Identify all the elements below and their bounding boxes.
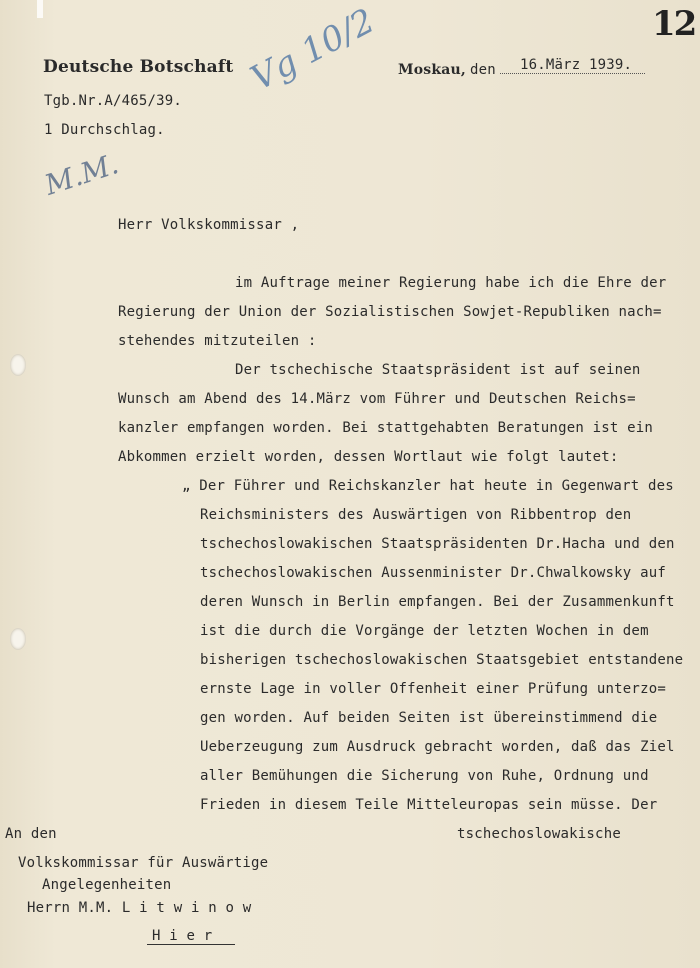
body-line: stehendes mitzuteilen : xyxy=(118,333,317,349)
place: Moskau, xyxy=(398,62,466,78)
catchword: tschechoslowakische xyxy=(457,826,621,842)
corner-mark xyxy=(37,0,43,18)
address-recipient: Herrn M.M. L i t w i n o w xyxy=(27,900,252,916)
body-line: Der tschechische Staatspräsident ist auf seinen xyxy=(235,362,641,378)
reference-number: Tgb.Nr.A/465/39. xyxy=(44,93,183,109)
quote-line: ist die durch die Vorgänge der letzten Wochen in dem xyxy=(200,623,649,639)
date-prefix: den xyxy=(470,62,496,78)
body-line: im Auftrage meiner Regierung habe ich die Ehre der xyxy=(235,275,667,291)
page-number: 12 xyxy=(652,4,696,44)
quote-line: aller Bemühungen die Sicherung von Ruhe, Ordnung und xyxy=(200,768,649,784)
quote-line: „ Der Führer und Reichskanzler hat heute in Gegenwart des xyxy=(182,478,674,494)
quote-line: Frieden in diesem Teile Mitteleuropas sein müsse. Der xyxy=(200,797,658,813)
quote-line: Reichsministers des Auswärtigen von Ribbentrop den xyxy=(200,507,632,523)
body-line: Regierung der Union der Sozialistischen Sowjet-Republiken nach= xyxy=(118,304,662,320)
quote-line: bisherigen tschechoslowakischen Staatsgebiet entstandene xyxy=(200,652,684,668)
quote-line: Ueberzeugung zum Ausdruck gebracht worden, daß das Ziel xyxy=(200,739,675,755)
embassy-heading: Deutsche Botschaft xyxy=(43,57,234,77)
quote-line: ernste Lage in voller Offenheit einer Prüfung unterzo= xyxy=(200,681,666,697)
handwritten-annotation: Vg 10/2 xyxy=(244,1,382,99)
handwritten-initials: M.M. xyxy=(40,147,123,202)
copy-note: 1 Durchschlag. xyxy=(44,122,165,138)
address-line: Angelegenheiten xyxy=(42,877,172,893)
quote-line: tschechoslowakischen Aussenminister Dr.Chwalkowsky auf xyxy=(200,565,666,581)
body-line: Abkommen erzielt worden, dessen Wortlaut wie folgt lautet: xyxy=(118,449,619,465)
quote-line: tschechoslowakischen Staatspräsidenten Dr.Hacha und den xyxy=(200,536,675,552)
date-dotted-line xyxy=(500,73,645,74)
address-line: Volkskommissar für Auswärtige xyxy=(18,855,269,871)
address-intro: An den xyxy=(5,826,57,842)
salutation: Herr Volkskommissar , xyxy=(118,217,300,233)
punch-hole xyxy=(10,354,26,376)
location-underline xyxy=(147,944,235,945)
quote-line: deren Wunsch in Berlin empfangen. Bei der Zusammenkunft xyxy=(200,594,675,610)
body-line: kanzler empfangen worden. Bei stattgehabten Beratungen ist ein xyxy=(118,420,653,436)
date: 16.März 1939. xyxy=(520,57,633,73)
quote-line: gen worden. Auf beiden Seiten ist übereinstimmend die xyxy=(200,710,658,726)
address-location: H i e r xyxy=(152,928,213,944)
punch-hole xyxy=(10,628,26,650)
body-line: Wunsch am Abend des 14.März vom Führer und Deutschen Reichs= xyxy=(118,391,636,407)
